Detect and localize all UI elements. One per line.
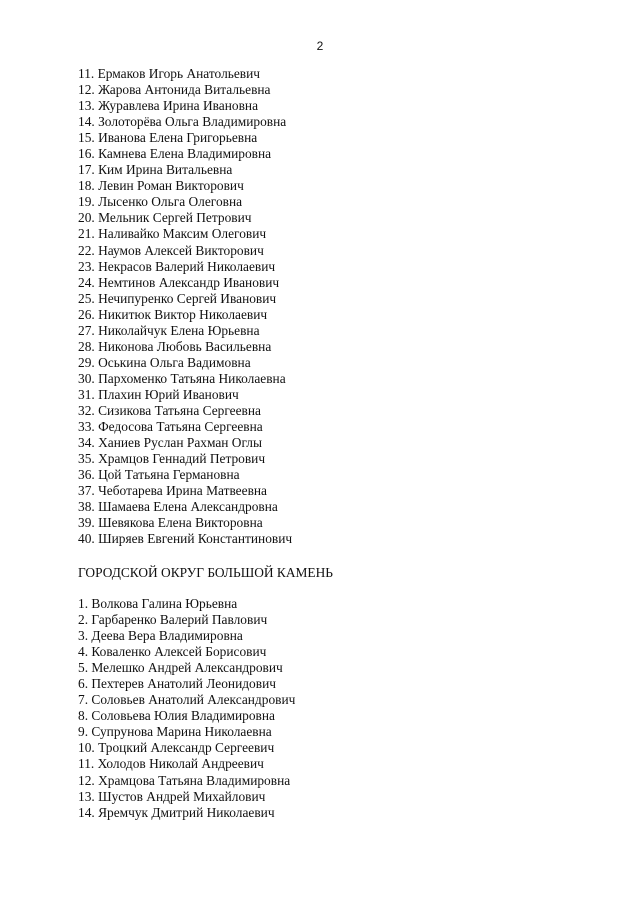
list-item: 36. Цой Татьяна Германовна	[78, 467, 240, 483]
list-item: 11. Холодов Николай Андреевич	[78, 756, 264, 772]
list-item: 22. Наумов Алексей Викторович	[78, 242, 264, 258]
list-item: 24. Немтинов Александр Иванович	[78, 274, 280, 290]
list-item: 6. Пехтерев Анатолий Леонидович	[78, 676, 276, 692]
list-item: 9. Супрунова Марина Николаевна	[78, 724, 272, 740]
list-item: 3. Деева Вера Владимировна	[78, 628, 243, 644]
list-item: 7. Соловьев Анатолий Александрович	[78, 692, 296, 708]
list-item: 26. Никитюк Виктор Николаевич	[78, 306, 268, 322]
list-item: 34. Ханиев Руслан Рахман Оглы	[78, 435, 262, 451]
list-item: 13. Журавлева Ирина Ивановна	[78, 98, 259, 114]
list-item: 16. Камнева Елена Владимировна	[78, 146, 272, 162]
list-item: 18. Левин Роман Викторович	[78, 178, 244, 194]
list-item: 4. Коваленко Алексей Борисович	[78, 644, 267, 660]
name-list-continued	[78, 66, 292, 547]
list-item: 27. Николайчук Елена Юрьевна	[78, 322, 260, 338]
list-item: 8. Соловьева Юлия Владимировна	[78, 708, 275, 724]
list-item: 35. Храмцов Геннадий Петрович	[78, 451, 266, 467]
list-item: 25. Нечипуренко Сергей Иванович	[78, 290, 277, 306]
list-item: 12. Храмцова Татьяна Владимировна	[78, 772, 291, 788]
list-item: 37. Чеботарева Ирина Матвеевна	[78, 483, 268, 499]
list-item: 32. Сизикова Татьяна Сергеевна	[78, 402, 261, 418]
list-item: 5. Мелешко Андрей Александрович	[78, 660, 283, 676]
list-item: 31. Плахин Юрий Иванович	[78, 386, 239, 402]
list-item: 13. Шустов Андрей Михайлович	[78, 788, 266, 804]
name-list-bolshoy-kamen	[78, 596, 295, 821]
list-item: 33. Федосова Татьяна Сергеевна	[78, 419, 263, 435]
list-item: 11. Ермаков Игорь Анатольевич	[78, 66, 261, 81]
list-item: 12. Жарова Антонида Витальевна	[78, 82, 271, 98]
list-item: 14. Яремчук Дмитрий Николаевич	[78, 804, 275, 820]
list-item: 23. Некрасов Валерий Николаевич	[78, 258, 276, 274]
list-item: 39. Шевякова Елена Викторовна	[78, 515, 263, 531]
list-item: 17. Ким Ирина Витальевна	[78, 162, 233, 178]
page-number: 2	[316, 39, 324, 53]
list-item: 1. Волкова Галина Юрьевна	[78, 596, 238, 611]
list-item: 29. Оськина Ольга Вадимовна	[78, 354, 251, 370]
list-item: 15. Иванова Елена Григорьевна	[78, 130, 258, 146]
list-item: 2. Гарбаренко Валерий Павлович	[78, 612, 268, 628]
list-item: 20. Мельник Сергей Петрович	[78, 210, 252, 226]
list-item: 21. Наливайко Максим Олегович	[78, 226, 267, 242]
list-item: 28. Никонова Любовь Васильевна	[78, 338, 272, 354]
list-item: 19. Лысенко Ольга Олеговна	[78, 194, 243, 210]
list-item: 40. Ширяев Евгений Константинович	[78, 531, 293, 547]
list-item: 10. Троцкий Александр Сергеевич	[78, 740, 275, 756]
list-item: 30. Пархоменко Татьяна Николаевна	[78, 370, 286, 386]
list-item: 38. Шамаева Елена Александровна	[78, 499, 278, 515]
list-item: 14. Золоторёва Ольга Владимировна	[78, 114, 287, 130]
section-heading: ГОРОДСКОЙ ОКРУГ БОЛЬШОЙ КАМЕНЬ	[78, 565, 333, 580]
